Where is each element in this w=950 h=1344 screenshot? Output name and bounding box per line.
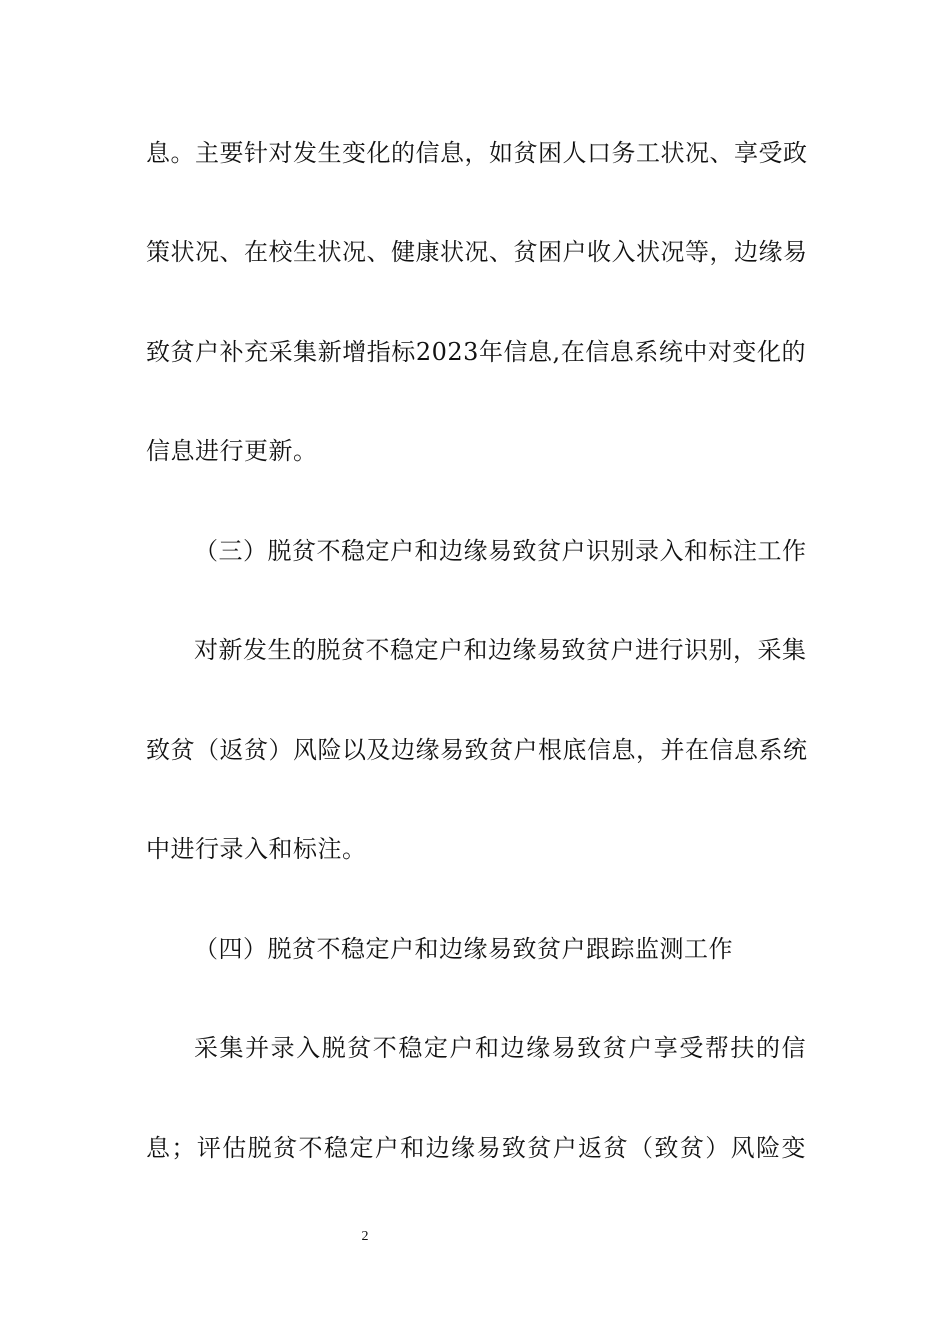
paragraph-line: 致贫户补充采集新增指标2023年信息,在信息系统中对变化的 bbox=[146, 338, 806, 366]
paragraph-line: 信息进行更新。 bbox=[146, 437, 318, 465]
paragraph-line: 对新发生的脱贫不稳定户和边缘易致贫户进行识别，采集 bbox=[194, 636, 807, 664]
paragraph-line: 采集并录入脱贫不稳定户和边缘易致贫户享受帮扶的信 bbox=[194, 1034, 806, 1062]
paragraph-line: 息；评估脱贫不稳定户和边缘易致贫户返贫（致贫）风险变 bbox=[146, 1134, 806, 1162]
paragraph-line: 中进行录入和标注。 bbox=[146, 835, 367, 863]
paragraph-line: 致贫（返贫）风险以及边缘易致贫户根底信息，并在信息系统 bbox=[146, 736, 808, 764]
paragraph-line: 策状况、在校生状况、健康状况、贫困户收入状况等，边缘易 bbox=[146, 238, 808, 266]
page-number: 2 bbox=[361, 1229, 369, 1244]
section-heading: （四）脱贫不稳定户和边缘易致贫户跟踪监测工作 bbox=[194, 935, 733, 963]
paragraph-line: 息。主要针对发生变化的信息，如贫困人口务工状况、享受政 bbox=[146, 139, 808, 167]
section-heading: （三）脱贫不稳定户和边缘易致贫户识别录入和标注工作 bbox=[194, 537, 807, 565]
